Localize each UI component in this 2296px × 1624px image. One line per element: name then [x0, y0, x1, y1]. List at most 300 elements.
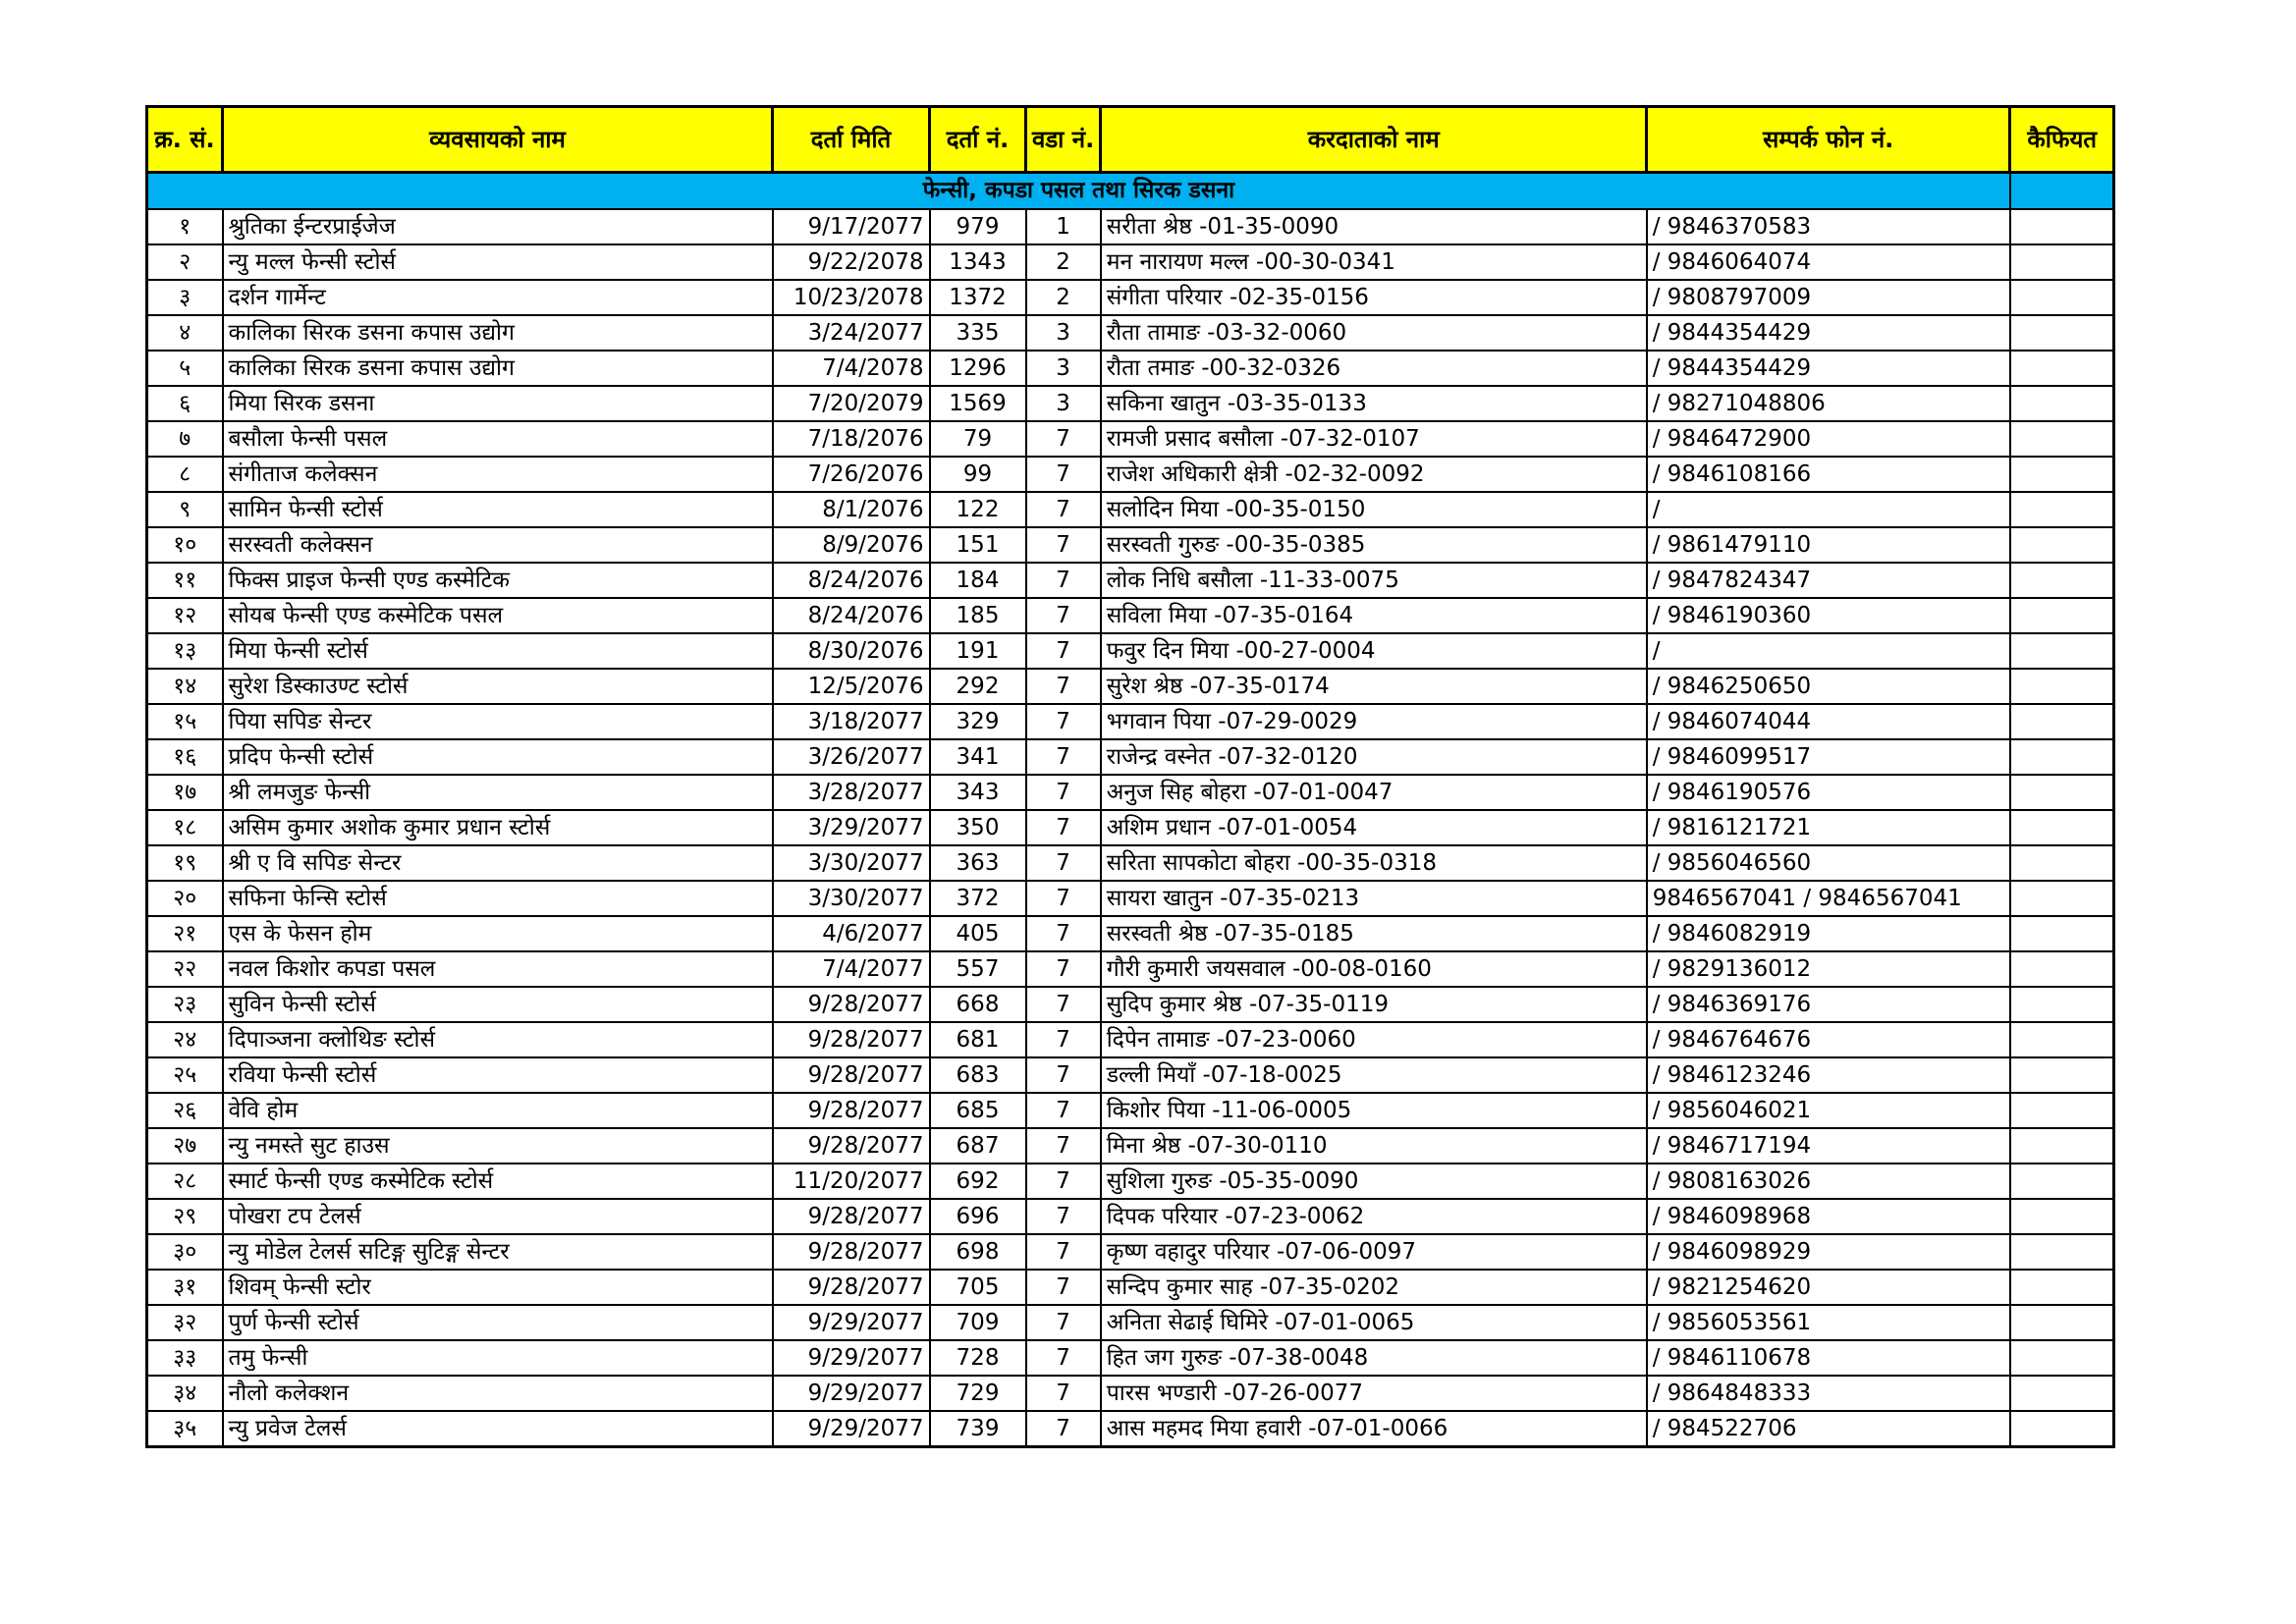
business-name-cell: सफिना फेन्सि स्टोर्स: [223, 881, 773, 916]
remarks-cell: [2010, 775, 2114, 810]
ward-number-cell: 7: [1026, 527, 1101, 563]
serial-number-cell: ३२: [147, 1305, 223, 1340]
registration-number-cell: 292: [930, 669, 1026, 704]
business-name-cell: एस के फेसन होम: [223, 916, 773, 951]
serial-number-cell: २७: [147, 1128, 223, 1164]
contact-phone-cell: / 9846098968: [1647, 1199, 2010, 1234]
registration-date-cell: 9/28/2077: [773, 987, 930, 1022]
remarks-cell: [2010, 1057, 2114, 1093]
table-row: [147, 1340, 2114, 1376]
ward-number-cell: 3: [1026, 351, 1101, 386]
registration-date-cell: 9/17/2077: [773, 209, 930, 244]
ward-number-cell: 7: [1026, 421, 1101, 457]
taxpayer-name-cell: सरीता श्रेष्ठ -01-35-0090: [1101, 209, 1647, 244]
serial-number-cell: १८: [147, 810, 223, 845]
registration-date-cell: 3/24/2077: [773, 315, 930, 351]
table-row: [147, 1022, 2114, 1057]
taxpayer-name-cell: राजेश अधिकारी क्षेत्री -02-32-0092: [1101, 457, 1647, 492]
table-row: [147, 598, 2114, 633]
ward-number-cell: 7: [1026, 457, 1101, 492]
serial-number-cell: ३४: [147, 1376, 223, 1411]
serial-number-cell: २८: [147, 1164, 223, 1199]
serial-number-cell: २२: [147, 951, 223, 987]
ward-number-cell: 1: [1026, 209, 1101, 244]
header-registration-date: दर्ता मिति: [773, 107, 930, 173]
table-row: [147, 704, 2114, 739]
contact-phone-cell: / 9856046560: [1647, 845, 2010, 881]
ward-number-cell: 2: [1026, 244, 1101, 280]
serial-number-cell: ६: [147, 386, 223, 421]
ward-number-cell: 7: [1026, 492, 1101, 527]
serial-number-cell: १९: [147, 845, 223, 881]
remarks-cell: [2010, 1376, 2114, 1411]
registration-date-cell: 3/30/2077: [773, 881, 930, 916]
contact-phone-cell: / 9829136012: [1647, 951, 2010, 987]
registration-number-cell: 79: [930, 421, 1026, 457]
registration-number-cell: 99: [930, 457, 1026, 492]
remarks-cell: [2010, 1305, 2114, 1340]
registration-number-cell: 681: [930, 1022, 1026, 1057]
registration-date-cell: 9/28/2077: [773, 1093, 930, 1128]
section-remarks-cell: [2010, 173, 2114, 209]
registration-number-cell: 709: [930, 1305, 1026, 1340]
taxpayer-name-cell: सन्दिप कुमार साह -07-35-0202: [1101, 1270, 1647, 1305]
business-name-cell: वेवि होम: [223, 1093, 773, 1128]
contact-phone-cell: / 9816121721: [1647, 810, 2010, 845]
registration-number-cell: 705: [930, 1270, 1026, 1305]
taxpayer-name-cell: सलोदिन मिया -00-35-0150: [1101, 492, 1647, 527]
table-row: [147, 775, 2114, 810]
table-row: [147, 527, 2114, 563]
ward-number-cell: 7: [1026, 1376, 1101, 1411]
remarks-cell: [2010, 1128, 2114, 1164]
remarks-cell: [2010, 244, 2114, 280]
remarks-cell: [2010, 280, 2114, 315]
registration-date-cell: 7/20/2079: [773, 386, 930, 421]
business-name-cell: श्री लमजुङ फेन्सी: [223, 775, 773, 810]
taxpayer-name-cell: कृष्ण वहादुर परियार -07-06-0097: [1101, 1234, 1647, 1270]
ward-number-cell: 3: [1026, 315, 1101, 351]
taxpayer-name-cell: सविला मिया -07-35-0164: [1101, 598, 1647, 633]
registration-number-cell: 341: [930, 739, 1026, 775]
ward-number-cell: 7: [1026, 739, 1101, 775]
ward-number-cell: 7: [1026, 1093, 1101, 1128]
registration-date-cell: 3/30/2077: [773, 845, 930, 881]
registration-number-cell: 1343: [930, 244, 1026, 280]
registration-date-cell: 7/26/2076: [773, 457, 930, 492]
contact-phone-cell: / 9846764676: [1647, 1022, 2010, 1057]
registration-number-cell: 122: [930, 492, 1026, 527]
taxpayer-name-cell: पारस भण्डारी -07-26-0077: [1101, 1376, 1647, 1411]
registration-date-cell: 3/29/2077: [773, 810, 930, 845]
business-name-cell: तमु फेन्सी: [223, 1340, 773, 1376]
contact-phone-cell: / 9846110678: [1647, 1340, 2010, 1376]
table-row: [147, 563, 2114, 598]
registration-date-cell: 10/23/2078: [773, 280, 930, 315]
business-name-cell: पोखरा टप टेलर्स: [223, 1199, 773, 1234]
remarks-cell: [2010, 669, 2114, 704]
ward-number-cell: 7: [1026, 810, 1101, 845]
registration-number-cell: 692: [930, 1164, 1026, 1199]
header-registration-number: दर्ता नं.: [930, 107, 1026, 173]
remarks-cell: [2010, 1022, 2114, 1057]
remarks-cell: [2010, 845, 2114, 881]
registration-date-cell: 9/28/2077: [773, 1128, 930, 1164]
contact-phone-cell: / 9847824347: [1647, 563, 2010, 598]
serial-number-cell: १०: [147, 527, 223, 563]
taxpayer-name-cell: किशोर पिया -11-06-0005: [1101, 1093, 1647, 1128]
contact-phone-cell: / 9846190576: [1647, 775, 2010, 810]
table-row: [147, 1199, 2114, 1234]
table-row: [147, 739, 2114, 775]
registration-number-cell: 739: [930, 1411, 1026, 1447]
business-name-cell: स्मार्ट फेन्सी एण्ड कस्मेटिक स्टोर्स: [223, 1164, 773, 1199]
registration-date-cell: 9/29/2077: [773, 1411, 930, 1447]
serial-number-cell: ८: [147, 457, 223, 492]
serial-number-cell: ३: [147, 280, 223, 315]
table-row: [147, 315, 2114, 351]
contact-phone-cell: / 9846082919: [1647, 916, 2010, 951]
business-name-cell: न्यु प्रवेज टेलर्स: [223, 1411, 773, 1447]
business-name-cell: मिया फेन्सी स्टोर्स: [223, 633, 773, 669]
table-row: [147, 810, 2114, 845]
ward-number-cell: 7: [1026, 1305, 1101, 1340]
remarks-cell: [2010, 386, 2114, 421]
serial-number-cell: ९: [147, 492, 223, 527]
ward-number-cell: 7: [1026, 1234, 1101, 1270]
contact-phone-cell: / 9856053561: [1647, 1305, 2010, 1340]
section-row: [147, 173, 2114, 209]
ward-number-cell: 7: [1026, 881, 1101, 916]
registration-date-cell: 7/18/2076: [773, 421, 930, 457]
ward-number-cell: 7: [1026, 704, 1101, 739]
contact-phone-cell: / 9846190360: [1647, 598, 2010, 633]
registration-number-cell: 191: [930, 633, 1026, 669]
remarks-cell: [2010, 315, 2114, 351]
taxpayer-name-cell: डल्ली मियाँ -07-18-0025: [1101, 1057, 1647, 1093]
business-name-cell: सोयब फेन्सी एण्ड कस्मेटिक पसल: [223, 598, 773, 633]
remarks-cell: [2010, 1270, 2114, 1305]
contact-phone-cell: / 9821254620: [1647, 1270, 2010, 1305]
business-name-cell: न्यु मोडेल टेलर्स सटिङ्ग सुटिङ्ग सेन्टर: [223, 1234, 773, 1270]
taxpayer-name-cell: अनुज सिह बोहरा -07-01-0047: [1101, 775, 1647, 810]
serial-number-cell: २०: [147, 881, 223, 916]
business-name-cell: नवल किशोर कपडा पसल: [223, 951, 773, 987]
remarks-cell: [2010, 881, 2114, 916]
table-row: [147, 457, 2114, 492]
taxpayer-name-cell: सुशिला गुरुङ -05-35-0090: [1101, 1164, 1647, 1199]
contact-phone-cell: /: [1647, 633, 2010, 669]
remarks-cell: [2010, 1199, 2114, 1234]
table-body: [147, 173, 2114, 1447]
remarks-cell: [2010, 1411, 2114, 1447]
registration-date-cell: 9/28/2077: [773, 1234, 930, 1270]
header-business-name: व्यवसायको नाम: [223, 107, 773, 173]
registration-date-cell: 9/29/2077: [773, 1376, 930, 1411]
taxpayer-name-cell: सरस्वती श्रेष्ठ -07-35-0185: [1101, 916, 1647, 951]
contact-phone-cell: / 9861479110: [1647, 527, 2010, 563]
taxpayer-name-cell: रामजी प्रसाद बसौला -07-32-0107: [1101, 421, 1647, 457]
section-title: फेन्सी, कपडा पसल तथा सिरक डसना: [147, 173, 2010, 209]
registration-date-cell: 8/30/2076: [773, 633, 930, 669]
remarks-cell: [2010, 1234, 2114, 1270]
ward-number-cell: 7: [1026, 633, 1101, 669]
business-name-cell: न्यु नमस्ते सुट हाउस: [223, 1128, 773, 1164]
taxpayer-name-cell: सरिता सापकोटा बोहरा -00-35-0318: [1101, 845, 1647, 881]
contact-phone-cell: / 9856046021: [1647, 1093, 2010, 1128]
business-name-cell: फिक्स प्राइज फेन्सी एण्ड कस्मेटिक: [223, 563, 773, 598]
contact-phone-cell: / 9844354429: [1647, 351, 2010, 386]
ward-number-cell: 7: [1026, 1411, 1101, 1447]
remarks-cell: [2010, 987, 2114, 1022]
registration-date-cell: 9/28/2077: [773, 1270, 930, 1305]
header-ward-number: वडा नं.: [1026, 107, 1101, 173]
table-row: [147, 351, 2114, 386]
contact-phone-cell: / 9846123246: [1647, 1057, 2010, 1093]
table-row: [147, 386, 2114, 421]
remarks-cell: [2010, 916, 2114, 951]
registration-number-cell: 557: [930, 951, 1026, 987]
serial-number-cell: १४: [147, 669, 223, 704]
registration-date-cell: 3/18/2077: [773, 704, 930, 739]
business-name-cell: श्रुतिका ईन्टरप्राईजेज: [223, 209, 773, 244]
taxpayer-name-cell: फवुर दिन मिया -00-27-0004: [1101, 633, 1647, 669]
registration-date-cell: 7/4/2077: [773, 951, 930, 987]
business-name-cell: दिपाञ्जना क्लोथिङ स्टोर्स: [223, 1022, 773, 1057]
registration-date-cell: 8/1/2076: [773, 492, 930, 527]
remarks-cell: [2010, 598, 2114, 633]
taxpayer-name-cell: मिना श्रेष्ठ -07-30-0110: [1101, 1128, 1647, 1164]
serial-number-cell: १६: [147, 739, 223, 775]
contact-phone-cell: / 9846472900: [1647, 421, 2010, 457]
serial-number-cell: १७: [147, 775, 223, 810]
taxpayer-name-cell: राजेन्द्र वस्नेत -07-32-0120: [1101, 739, 1647, 775]
header-row: [147, 107, 2114, 173]
ward-number-cell: 7: [1026, 1164, 1101, 1199]
business-name-cell: प्रदिप फेन्सी स्टोर्स: [223, 739, 773, 775]
table-row: [147, 916, 2114, 951]
business-name-cell: पुर्ण फेन्सी स्टोर्स: [223, 1305, 773, 1340]
ward-number-cell: 3: [1026, 386, 1101, 421]
business-name-cell: कालिका सिरक डसना कपास उद्योग: [223, 315, 773, 351]
taxpayer-name-cell: रौता तमाङ -00-32-0326: [1101, 351, 1647, 386]
serial-number-cell: २६: [147, 1093, 223, 1128]
remarks-cell: [2010, 1164, 2114, 1199]
remarks-cell: [2010, 421, 2114, 457]
serial-number-cell: १२: [147, 598, 223, 633]
business-name-cell: सुरेश डिस्काउण्ट स्टोर्स: [223, 669, 773, 704]
business-name-cell: असिम कुमार अशोक कुमार प्रधान स्टोर्स: [223, 810, 773, 845]
serial-number-cell: ५: [147, 351, 223, 386]
business-name-cell: रविया फेन्सी स्टोर्स: [223, 1057, 773, 1093]
table-row: [147, 1057, 2114, 1093]
registration-number-cell: 696: [930, 1199, 1026, 1234]
business-name-cell: नौलो कलेक्शन: [223, 1376, 773, 1411]
registration-number-cell: 329: [930, 704, 1026, 739]
registration-date-cell: 8/9/2076: [773, 527, 930, 563]
table-row: [147, 669, 2114, 704]
table-row: [147, 951, 2114, 987]
serial-number-cell: ३५: [147, 1411, 223, 1447]
ward-number-cell: 7: [1026, 1199, 1101, 1234]
registration-date-cell: 3/28/2077: [773, 775, 930, 810]
contact-phone-cell: / 9846369176: [1647, 987, 2010, 1022]
remarks-cell: [2010, 1340, 2114, 1376]
header-taxpayer-name: करदाताको नाम: [1101, 107, 1647, 173]
remarks-cell: [2010, 457, 2114, 492]
business-name-cell: शिवम् फेन्सी स्टोर: [223, 1270, 773, 1305]
table-row: [147, 1234, 2114, 1270]
registration-number-cell: 698: [930, 1234, 1026, 1270]
table-row: [147, 633, 2114, 669]
registration-date-cell: 7/4/2078: [773, 351, 930, 386]
ward-number-cell: 7: [1026, 1057, 1101, 1093]
table-row: [147, 209, 2114, 244]
registration-date-cell: 9/22/2078: [773, 244, 930, 280]
registration-number-cell: 184: [930, 563, 1026, 598]
serial-number-cell: १: [147, 209, 223, 244]
serial-number-cell: ३१: [147, 1270, 223, 1305]
registration-number-cell: 335: [930, 315, 1026, 351]
contact-phone-cell: / 9808797009: [1647, 280, 2010, 315]
remarks-cell: [2010, 563, 2114, 598]
contact-phone-cell: / 9846074044: [1647, 704, 2010, 739]
contact-phone-cell: / 9846099517: [1647, 739, 2010, 775]
registration-number-cell: 405: [930, 916, 1026, 951]
taxpayer-name-cell: संगीता परियार -02-35-0156: [1101, 280, 1647, 315]
table-row: [147, 1164, 2114, 1199]
table-row: [147, 845, 2114, 881]
table-row: [147, 1093, 2114, 1128]
remarks-cell: [2010, 1093, 2114, 1128]
contact-phone-cell: / 9846717194: [1647, 1128, 2010, 1164]
contact-phone-cell: / 9846064074: [1647, 244, 2010, 280]
remarks-cell: [2010, 739, 2114, 775]
registration-number-cell: 1372: [930, 280, 1026, 315]
business-name-cell: बसौला फेन्सी पसल: [223, 421, 773, 457]
registration-number-cell: 729: [930, 1376, 1026, 1411]
registration-date-cell: 4/6/2077: [773, 916, 930, 951]
registration-number-cell: 363: [930, 845, 1026, 881]
ward-number-cell: 7: [1026, 669, 1101, 704]
registration-number-cell: 685: [930, 1093, 1026, 1128]
contact-phone-cell: / 9846250650: [1647, 669, 2010, 704]
registration-date-cell: 12/5/2076: [773, 669, 930, 704]
taxpayer-name-cell: भगवान पिया -07-29-0029: [1101, 704, 1647, 739]
table-row: [147, 1305, 2114, 1340]
table-row: [147, 881, 2114, 916]
serial-number-cell: ७: [147, 421, 223, 457]
serial-number-cell: ३०: [147, 1234, 223, 1270]
registration-number-cell: 728: [930, 1340, 1026, 1376]
header-contact-phone: सम्पर्क फोन नं.: [1647, 107, 2010, 173]
taxpayer-name-cell: गौरी कुमारी जयसवाल -00-08-0160: [1101, 951, 1647, 987]
registration-number-cell: 185: [930, 598, 1026, 633]
registration-number-cell: 151: [930, 527, 1026, 563]
registration-date-cell: 8/24/2076: [773, 563, 930, 598]
taxpayer-name-cell: दिपक परियार -07-23-0062: [1101, 1199, 1647, 1234]
taxpayer-name-cell: सायरा खातुन -07-35-0213: [1101, 881, 1647, 916]
header-remarks: कैफियत: [2010, 107, 2114, 173]
serial-number-cell: ११: [147, 563, 223, 598]
registration-number-cell: 683: [930, 1057, 1026, 1093]
business-name-cell: पिया सपिङ सेन्टर: [223, 704, 773, 739]
taxpayer-name-cell: आस महमद मिया हवारी -07-01-0066: [1101, 1411, 1647, 1447]
ward-number-cell: 7: [1026, 1340, 1101, 1376]
table-row: [147, 244, 2114, 280]
serial-number-cell: २५: [147, 1057, 223, 1093]
contact-phone-cell: 9846567041 / 9846567041: [1647, 881, 2010, 916]
business-name-cell: न्यु मल्ल फेन्सी स्टोर्स: [223, 244, 773, 280]
contact-phone-cell: / 9846098929: [1647, 1234, 2010, 1270]
registration-date-cell: 3/26/2077: [773, 739, 930, 775]
taxpayer-name-cell: अनिता सेढाई घिमिरे -07-01-0065: [1101, 1305, 1647, 1340]
taxpayer-name-cell: मन नारायण मल्ल -00-30-0341: [1101, 244, 1647, 280]
taxpayer-name-cell: सरस्वती गुरुङ -00-35-0385: [1101, 527, 1647, 563]
header-serial-number: क्र. सं.: [147, 107, 223, 173]
contact-phone-cell: / 98271048806: [1647, 386, 2010, 421]
business-name-cell: सरस्वती कलेक्सन: [223, 527, 773, 563]
taxpayer-name-cell: लोक निधि बसौला -11-33-0075: [1101, 563, 1647, 598]
registration-number-cell: 350: [930, 810, 1026, 845]
table-row: [147, 987, 2114, 1022]
registration-number-cell: 668: [930, 987, 1026, 1022]
registration-date-cell: 9/28/2077: [773, 1057, 930, 1093]
registration-number-cell: 979: [930, 209, 1026, 244]
taxpayer-name-cell: रौता तामाङ -03-32-0060: [1101, 315, 1647, 351]
table-row: [147, 421, 2114, 457]
taxpayer-name-cell: अशिम प्रधान -07-01-0054: [1101, 810, 1647, 845]
business-name-cell: दर्शन गार्मेन्ट: [223, 280, 773, 315]
registration-date-cell: 11/20/2077: [773, 1164, 930, 1199]
contact-phone-cell: / 9864848333: [1647, 1376, 2010, 1411]
taxpayer-name-cell: दिपेन तामाङ -07-23-0060: [1101, 1022, 1647, 1057]
contact-phone-cell: /: [1647, 492, 2010, 527]
remarks-cell: [2010, 492, 2114, 527]
remarks-cell: [2010, 810, 2114, 845]
ward-number-cell: 7: [1026, 1128, 1101, 1164]
remarks-cell: [2010, 633, 2114, 669]
registration-date-cell: 9/28/2077: [773, 1022, 930, 1057]
taxpayer-name-cell: सुदिप कुमार श्रेष्ठ -07-35-0119: [1101, 987, 1647, 1022]
registration-number-cell: 1569: [930, 386, 1026, 421]
registration-number-cell: 372: [930, 881, 1026, 916]
ward-number-cell: 7: [1026, 951, 1101, 987]
serial-number-cell: २: [147, 244, 223, 280]
ward-number-cell: 7: [1026, 1270, 1101, 1305]
business-name-cell: सुविन फेन्सी स्टोर्स: [223, 987, 773, 1022]
business-name-cell: श्री ए वि सपिङ सेन्टर: [223, 845, 773, 881]
ward-number-cell: 7: [1026, 916, 1101, 951]
registration-date-cell: 8/24/2076: [773, 598, 930, 633]
serial-number-cell: ३३: [147, 1340, 223, 1376]
registration-number-cell: 343: [930, 775, 1026, 810]
ward-number-cell: 7: [1026, 1022, 1101, 1057]
table-row: [147, 1376, 2114, 1411]
contact-phone-cell: / 9846370583: [1647, 209, 2010, 244]
business-name-cell: मिया सिरक डसना: [223, 386, 773, 421]
serial-number-cell: २९: [147, 1199, 223, 1234]
taxpayer-name-cell: हित जग गुरुङ -07-38-0048: [1101, 1340, 1647, 1376]
remarks-cell: [2010, 951, 2114, 987]
ward-number-cell: 7: [1026, 598, 1101, 633]
remarks-cell: [2010, 527, 2114, 563]
serial-number-cell: २१: [147, 916, 223, 951]
table-row: [147, 1411, 2114, 1447]
business-name-cell: सामिन फेन्सी स्टोर्स: [223, 492, 773, 527]
table-row: [147, 1128, 2114, 1164]
ward-number-cell: 7: [1026, 775, 1101, 810]
